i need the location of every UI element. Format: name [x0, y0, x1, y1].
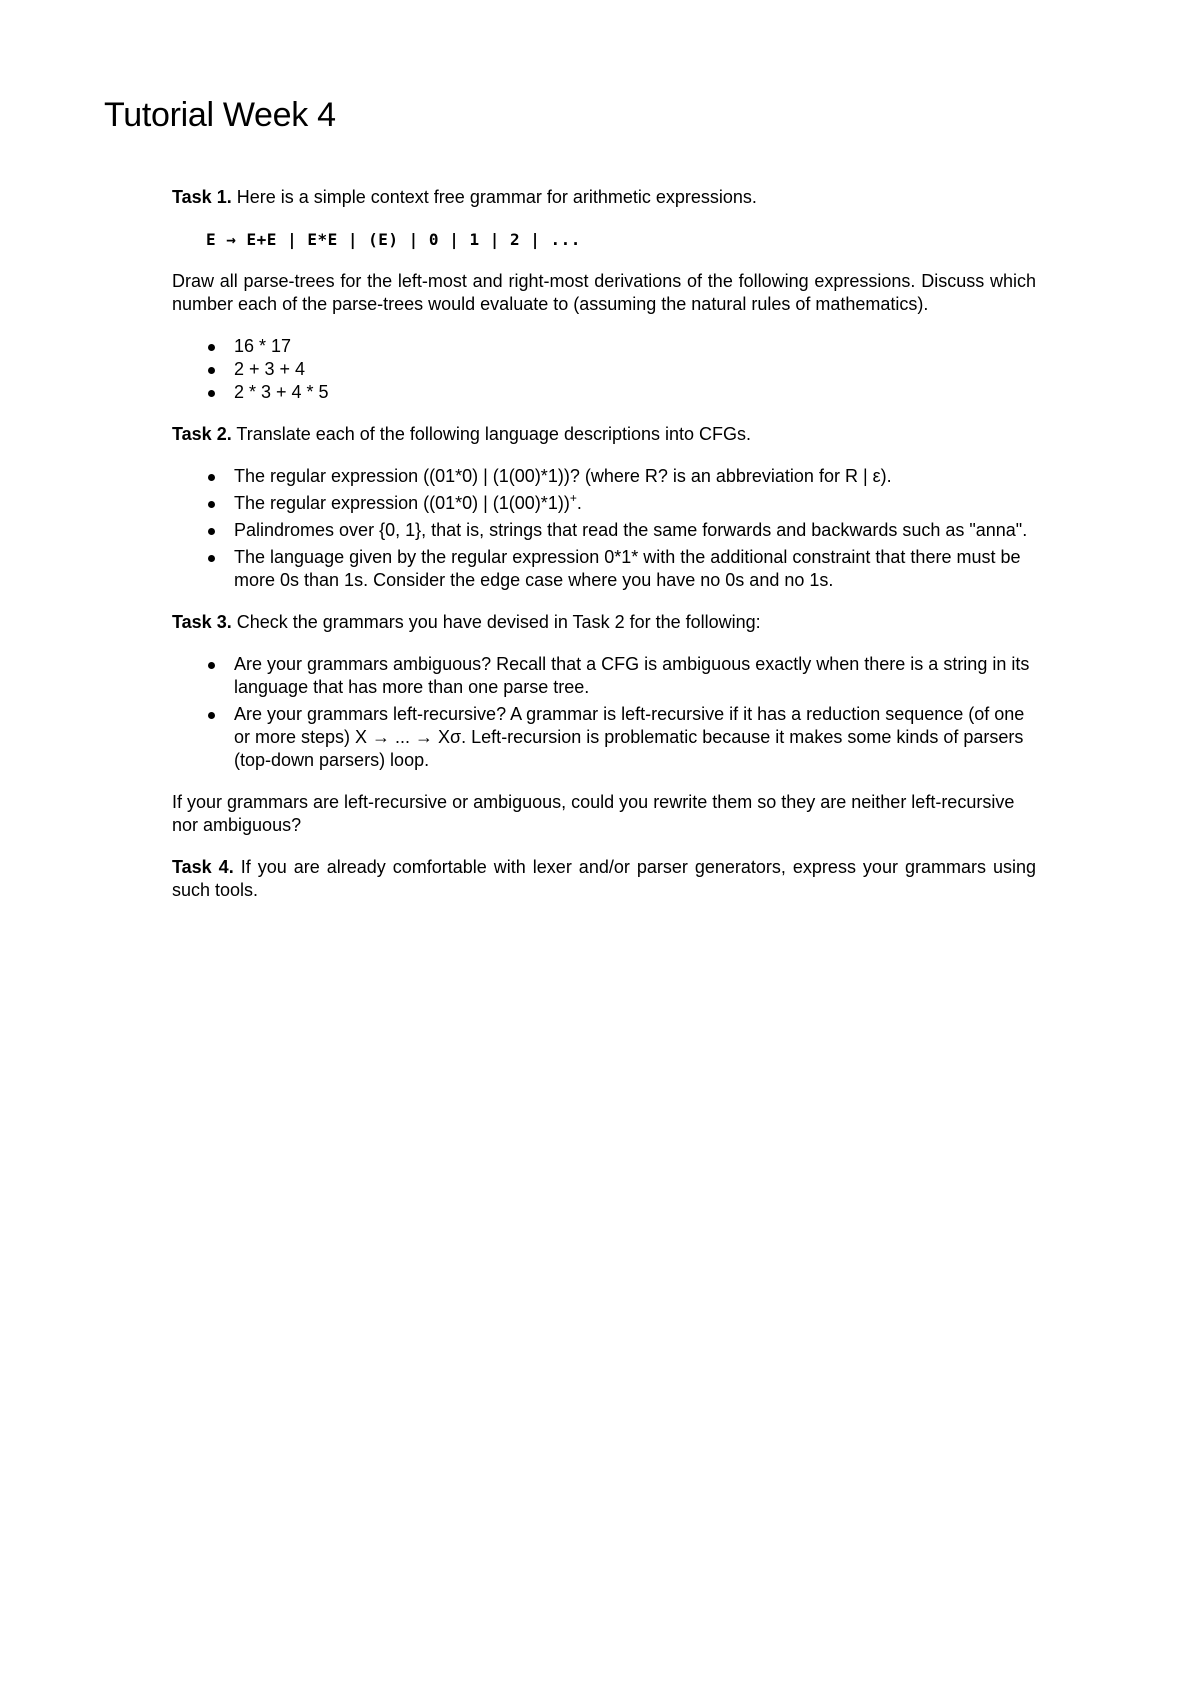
list-item: 16 * 17: [234, 335, 1036, 358]
document-body: [172, 186, 1036, 921]
task1-body: Draw all parse-trees for the left-most and right-most derivations of the following expressions. Discuss which number each of the parse-trees would evaluate to (assuming the natural rules of mathematics).: [172, 271, 1036, 314]
list-item-text: The regular expression ((01*0) | (1(00)*1)): [234, 493, 570, 513]
task4-body: [172, 856, 1036, 902]
task3-intro-text: Check the grammars you have devised in Task 2 for the following:: [231, 612, 761, 632]
task2-intro: [172, 423, 1036, 446]
list-item-tail: .: [576, 493, 582, 513]
task1-list: [172, 335, 1036, 404]
list-item: Are your grammars left-recursive? A grammar is left-recursive if it has a reduction sequence (of one or more steps) X → ... → Xσ. Left-recursion is problematic because it makes some kinds of parsers (top-down parsers) loop.: [234, 703, 1036, 772]
task1-intro: [172, 186, 1036, 209]
page-title: Tutorial Week 4: [104, 96, 336, 134]
task3-followup: If your grammars are left-recursive or ambiguous, could you rewrite them so they are neither left-recursive nor ambiguous?: [172, 792, 1015, 835]
task4-text: If you are already comfortable with lexer and/or parser generators, express your grammars using such tools.: [172, 857, 1036, 900]
task2-list: [172, 465, 1036, 592]
list-item: 2 * 3 + 4 * 5: [234, 381, 1036, 404]
task1-intro-text: Here is a simple context free grammar for arithmetic expressions.: [231, 187, 757, 207]
task4-heading: Task 4.: [172, 857, 234, 877]
task3-intro: [172, 611, 1036, 634]
list-item: [234, 492, 1036, 515]
list-item: Are your grammars ambiguous? Recall that a CFG is ambiguous exactly when there is a string in its language that has more than one parse tree.: [234, 653, 1036, 699]
list-item: 2 + 3 + 4: [234, 358, 1036, 381]
task2-heading: Task 2.: [172, 424, 232, 444]
plus-superscript: +: [569, 491, 577, 505]
list-item: Palindromes over {0, 1}, that is, strings that read the same forwards and backwards such as "anna".: [234, 519, 1036, 542]
task1-grammar: E → E+E | E*E | (E) | 0 | 1 | 2 | ...: [206, 230, 581, 249]
task3-list: [172, 653, 1036, 772]
task1-heading: Task 1.: [172, 187, 232, 207]
list-item: The regular expression ((01*0) | (1(00)*1))? (where R? is an abbreviation for R | ε).: [234, 465, 1036, 488]
task2-intro-text: Translate each of the following language descriptions into CFGs.: [231, 424, 752, 444]
list-item: The language given by the regular expression 0*1* with the additional constraint that there must be more 0s than 1s. Consider the edge case where you have no 0s and no 1s.: [234, 546, 1036, 592]
task3-heading: Task 3.: [172, 612, 232, 632]
